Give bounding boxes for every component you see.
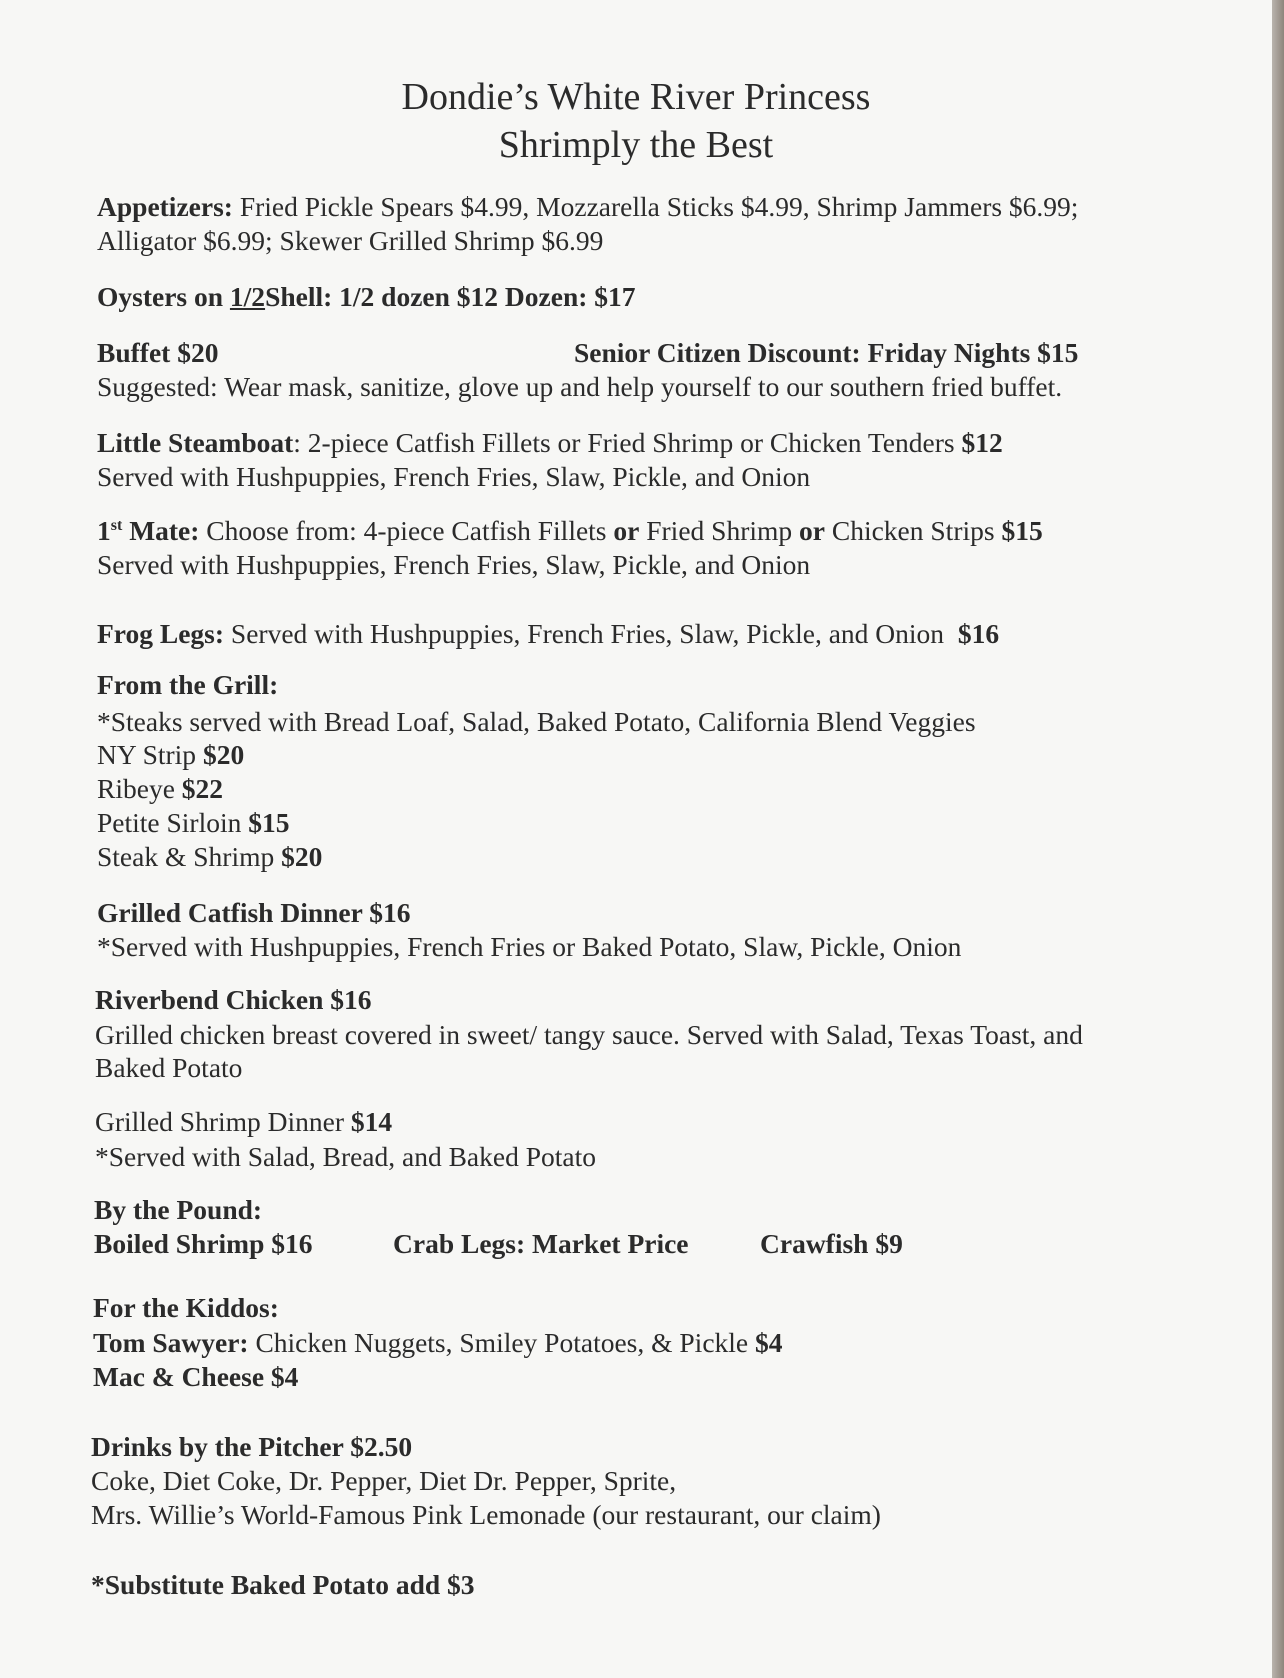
substitute-note — [91, 1568, 475, 1602]
grill-item — [97, 806, 290, 840]
drinks-line-1: Coke, Diet Coke, Dr. Pepper, Diet Dr. Pepper, Sprite, — [91, 1465, 677, 1496]
appetizers-line-1 — [97, 190, 1078, 224]
appetizers-line-2: Alligator $6.99; Skewer Grilled Shrimp $6.99 — [97, 225, 604, 256]
buffet-label — [97, 336, 218, 370]
drinks-heading — [91, 1430, 412, 1464]
oysters-label: Oysters on — [97, 281, 224, 312]
oysters-prices: Shell: 1/2 dozen $12 Dozen: $17 — [265, 281, 636, 312]
kiddos-mac-text: Mac & Cheese $4 — [93, 1361, 299, 1392]
steamboat-desc: : 2-piece Catfish Fillets or Fried Shrimp or Chicken Tenders — [293, 427, 955, 458]
catfish-served: *Served with Hushpuppies, French Fries or Baked Potato, Slaw, Pickle, Onion — [97, 931, 962, 962]
frog-heading: Frog Legs: — [97, 618, 225, 649]
kiddos-tom-desc: Chicken Nuggets, Smiley Potatoes, & Pickle — [248, 1327, 749, 1358]
grill-item — [97, 840, 322, 874]
grill-item — [97, 772, 223, 806]
steamboat-line — [97, 426, 1003, 460]
menu-title: Dondie’s White River Princess — [401, 76, 871, 118]
mate-or-2: or — [799, 515, 825, 546]
kiddos-heading-text: For the Kiddos: — [93, 1292, 279, 1323]
page-edge — [1272, 0, 1284, 1678]
mate-num: 1 — [97, 515, 111, 546]
mate-price: $15 — [1001, 515, 1043, 546]
pound-boiled-text: Boiled Shrimp $16 — [94, 1228, 313, 1259]
steamboat-price: $12 — [961, 427, 1003, 458]
frog-price: $16 — [957, 618, 1000, 649]
buffet-suggested: Suggested: Wear mask, sanitize, glove up and help yourself to our southern fried buffet. — [97, 371, 1063, 402]
senior-discount-text: Senior Citizen Discount: Friday Nights $15 — [574, 337, 1079, 368]
pound-crab-text: Crab Legs: Market Price — [393, 1228, 689, 1259]
oysters-half: 1/2 — [229, 281, 266, 312]
grill-item-price: $20 — [281, 841, 323, 872]
pound-boiled — [94, 1227, 313, 1261]
menu-subtitle: Shrimply the Best — [498, 124, 774, 166]
grill-heading-text: From the Grill: — [97, 669, 279, 700]
substitute-note-text: *Substitute Baked Potato add $3 — [91, 1569, 475, 1600]
frog-desc: Served with Hushpuppies, French Fries, Slaw, Pickle, and Onion — [224, 618, 945, 649]
buffet-price: Buffet $20 — [97, 337, 219, 368]
drinks-line-2: Mrs. Willie’s World-Famous Pink Lemonade (our restaurant, our claim) — [91, 1499, 881, 1530]
pound-crawfish-text: Crawfish $9 — [760, 1228, 903, 1259]
appetizers-items: Fried Pickle Spears $4.99, Mozzarella Sticks $4.99, Shrimp Jammers $6.99; — [239, 191, 1079, 222]
riverbend-desc-1: Grilled chicken breast covered in sweet/ tangy sauce. Served with Salad, Texas Toast, and — [95, 1019, 1083, 1050]
kiddos-tom-price: $4 — [755, 1327, 783, 1358]
grill-item-name: Steak & Shrimp — [97, 841, 275, 872]
shrimp-dinner-price: $14 — [350, 1106, 393, 1137]
pound-crab — [393, 1227, 689, 1261]
mate-sup: st — [110, 516, 123, 534]
senior-discount — [574, 336, 1078, 370]
steamboat-served: Served with Hushpuppies, French Fries, Slaw, Pickle, and Onion — [97, 461, 811, 492]
riverbend-heading — [95, 983, 372, 1017]
oysters-line — [97, 280, 636, 314]
kiddos-mac — [93, 1360, 298, 1394]
appetizers-heading: Appetizers: — [97, 191, 233, 222]
pound-heading-text: By the Pound: — [94, 1194, 263, 1225]
pound-heading — [94, 1193, 262, 1227]
shrimp-dinner-served: *Served with Salad, Bread, and Baked Potato — [95, 1141, 597, 1172]
mate-mid: Fried Shrimp — [639, 515, 793, 546]
shrimp-dinner-name: Grilled Shrimp Dinner — [95, 1106, 344, 1137]
steamboat-heading: Little Steamboat — [97, 427, 294, 458]
catfish-heading-text: Grilled Catfish Dinner $16 — [97, 897, 411, 928]
grill-heading — [97, 668, 278, 702]
grill-item-name: Petite Sirloin — [97, 807, 242, 838]
grill-item-price: $15 — [248, 807, 290, 838]
riverbend-heading-text: Riverbend Chicken $16 — [95, 984, 372, 1015]
grill-item-name: Ribeye — [97, 773, 175, 804]
mate-end: Chicken Strips — [824, 515, 995, 546]
grill-item-price: $22 — [181, 773, 224, 804]
mate-line — [97, 514, 1043, 548]
shrimp-dinner-line — [95, 1105, 392, 1139]
mate-served: Served with Hushpuppies, French Fries, Slaw, Pickle, and Onion — [97, 549, 811, 580]
kiddos-heading — [93, 1291, 279, 1325]
grill-item — [97, 738, 244, 772]
mate-heading: Mate: — [122, 515, 200, 546]
mate-choose: Choose from: 4-piece Catfish Fillets — [199, 515, 607, 546]
mate-or-1: or — [613, 515, 640, 546]
pound-crawfish — [760, 1227, 903, 1261]
riverbend-desc-2: Baked Potato — [95, 1052, 243, 1083]
drinks-heading-text: Drinks by the Pitcher $2.50 — [91, 1431, 413, 1462]
kiddos-tom-line — [93, 1326, 783, 1360]
grill-item-price: $20 — [202, 739, 245, 770]
grill-item-name: NY Strip — [97, 739, 197, 770]
catfish-heading — [97, 896, 410, 930]
grill-note: *Steaks served with Bread Loaf, Salad, Baked Potato, California Blend Veggies — [97, 706, 976, 737]
kiddos-tom-label: Tom Sawyer: — [93, 1327, 249, 1358]
frog-line — [97, 617, 999, 651]
